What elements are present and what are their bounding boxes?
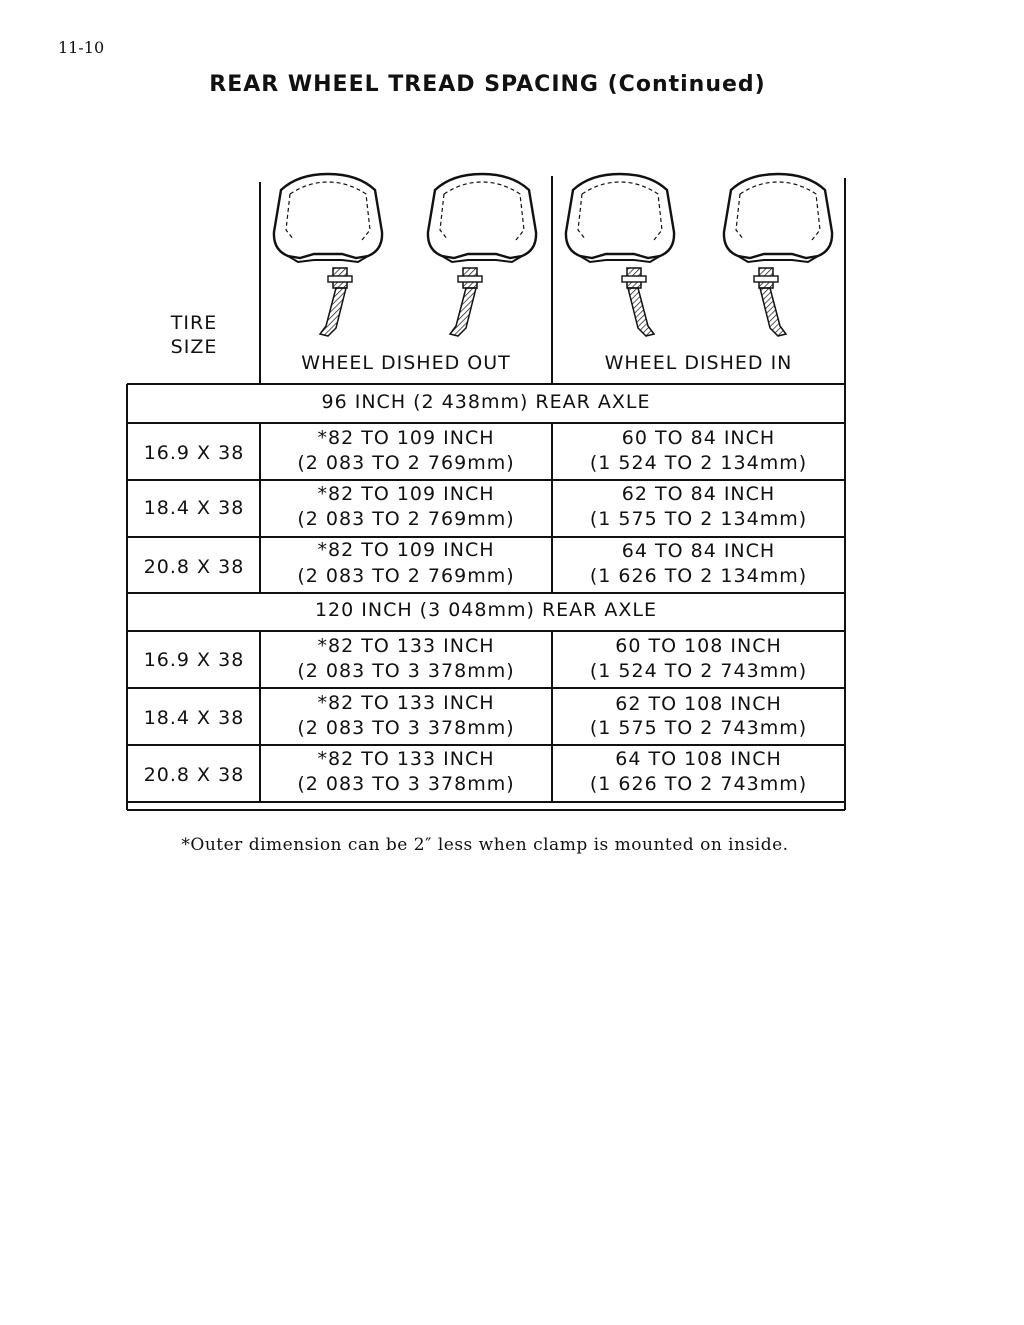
axle-header-120-inch: 120 INCH (3 048mm) REAR AXLE [314, 599, 658, 621]
dished-in-inch-cell: 60 TO 108 INCH [615, 635, 782, 657]
tire-size-cell: 20.8 X 38 [143, 556, 245, 578]
dished-out-mm-cell: (2 083 TO 3 378mm) [297, 660, 515, 682]
dished-out-inch-cell: *82 TO 133 INCH [317, 635, 495, 657]
dished-out-mm-cell: (2 083 TO 3 378mm) [297, 717, 515, 739]
dished-in-inch-cell: 62 TO 84 INCH [621, 483, 776, 505]
dished-out-inch-cell: *82 TO 109 INCH [317, 483, 495, 505]
tire-size-cell: 18.4 X 38 [143, 707, 245, 729]
dished-out-mm-cell: (2 083 TO 2 769mm) [297, 452, 515, 474]
tire-size-cell: 20.8 X 38 [143, 764, 245, 786]
dished-out-mm-cell: (2 083 TO 2 769mm) [297, 565, 515, 587]
tire-size-cell: 16.9 X 38 [143, 442, 245, 464]
dished-out-inch-cell: *82 TO 109 INCH [317, 539, 495, 561]
wheel-dished-out-illustration-1 [274, 174, 382, 336]
column-header-dished-out: WHEEL DISHED OUT [301, 352, 511, 374]
tire-size-cell: 16.9 X 38 [143, 649, 245, 671]
dished-out-inch-cell: *82 TO 133 INCH [317, 692, 495, 714]
dished-in-mm-cell: (1 575 TO 2 743mm) [589, 717, 808, 739]
dished-in-inch-cell: 64 TO 84 INCH [621, 540, 776, 562]
dished-out-inch-cell: *82 TO 133 INCH [317, 748, 495, 770]
page-title: REAR WHEEL TREAD SPACING (Continued) [209, 72, 766, 97]
dished-in-mm-cell: (1 575 TO 2 134mm) [589, 508, 808, 530]
dished-in-mm-cell: (1 524 TO 2 743mm) [589, 660, 808, 682]
wheel-dished-out-illustration-2 [428, 174, 536, 336]
tire-size-cell: 18.4 X 38 [143, 497, 245, 519]
wheel-dished-in-illustration-1 [566, 174, 674, 336]
tire-size-header-line1: TIRE [170, 312, 218, 334]
dished-out-mm-cell: (2 083 TO 3 378mm) [297, 773, 515, 795]
tire-size-header-line2: SIZE [170, 336, 218, 358]
page-number: 11-10 [58, 38, 105, 57]
dished-in-mm-cell: (1 626 TO 2 134mm) [589, 565, 808, 587]
dished-in-mm-cell: (1 626 TO 2 743mm) [589, 773, 808, 795]
dished-out-mm-cell: (2 083 TO 2 769mm) [297, 508, 515, 530]
column-header-dished-in: WHEEL DISHED IN [604, 352, 793, 374]
dished-in-inch-cell: 62 TO 108 INCH [615, 693, 782, 715]
dished-in-mm-cell: (1 524 TO 2 134mm) [589, 452, 808, 474]
dished-out-inch-cell: *82 TO 109 INCH [317, 427, 495, 449]
dished-in-inch-cell: 60 TO 84 INCH [621, 427, 776, 449]
dished-in-inch-cell: 64 TO 108 INCH [615, 748, 782, 770]
wheel-dished-in-illustration-2 [724, 174, 832, 336]
axle-header-96-inch: 96 INCH (2 438mm) REAR AXLE [321, 391, 651, 413]
footnote: *Outer dimension can be 2″ less when clamp is mounted on inside. [181, 835, 789, 855]
